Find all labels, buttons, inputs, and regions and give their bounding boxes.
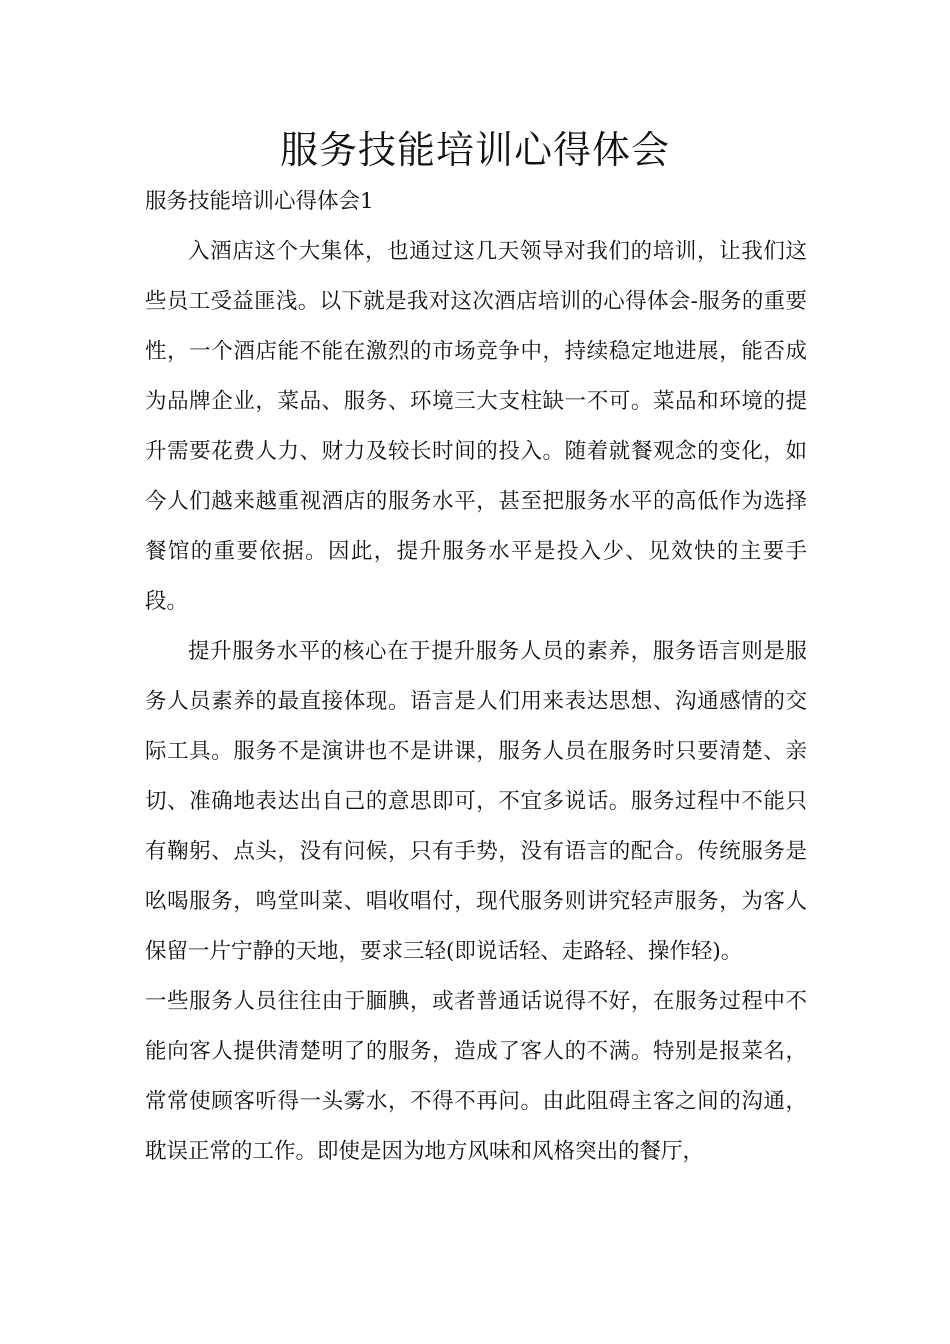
document-body <box>145 177 807 1177</box>
paragraph: 入酒店这个大集体，也通过这几天领导对我们的培训，让我们这些员工受益匪浅。以下就是我对这次酒店培训的心得体会-服务的重要性，一个酒店能不能在激烈的市场竞争中，持续稳定地进展，能否成为品牌企业，菜品、服务、环境三大支柱缺一不可。菜品和环境的提升需要花费人力、财力及较长时间的投入。随着就餐观念的变化，如今人们越来越重视酒店的服务水平，甚至把服务水平的高低作为选择餐馆的重要依据。因此，提升服务水平是投入少、见效快的主要手段。 <box>145 239 807 614</box>
paragraph: 提升服务水平的核心在于提升服务人员的素养，服务语言则是服务人员素养的最直接体现。语言是人们用来表达思想、沟通感情的交际工具。服务不是演讲也不是讲课，服务人员在服务时只要清楚、亲切、准确地表达出自己的意思即可，不宜多说话。服务过程中不能只有鞠躬、点头，没有问候，只有手势，没有语言的配合。传统服务是吆喝服务，鸣堂叫菜、唱收唱付，现代服务则讲究轻声服务，为客人保留一片宁静的天地，要求三轻(即说话轻、走路轻、操作轻)。 <box>145 639 807 964</box>
document-title: 服务技能培训心得体会 <box>279 128 670 172</box>
section-heading: 服务技能培训心得体会1 <box>145 189 374 214</box>
paragraph: 一些服务人员往往由于腼腆，或者普通话说得不好，在服务过程中不能向客人提供清楚明了的服务，造成了客人的不满。特别是报菜名，常常使顾客听得一头雾水，不得不再问。由此阻碍主客之间的沟通，耽误正常的工作。即使是因为地方风味和风格突出的餐厅， <box>145 989 807 1164</box>
